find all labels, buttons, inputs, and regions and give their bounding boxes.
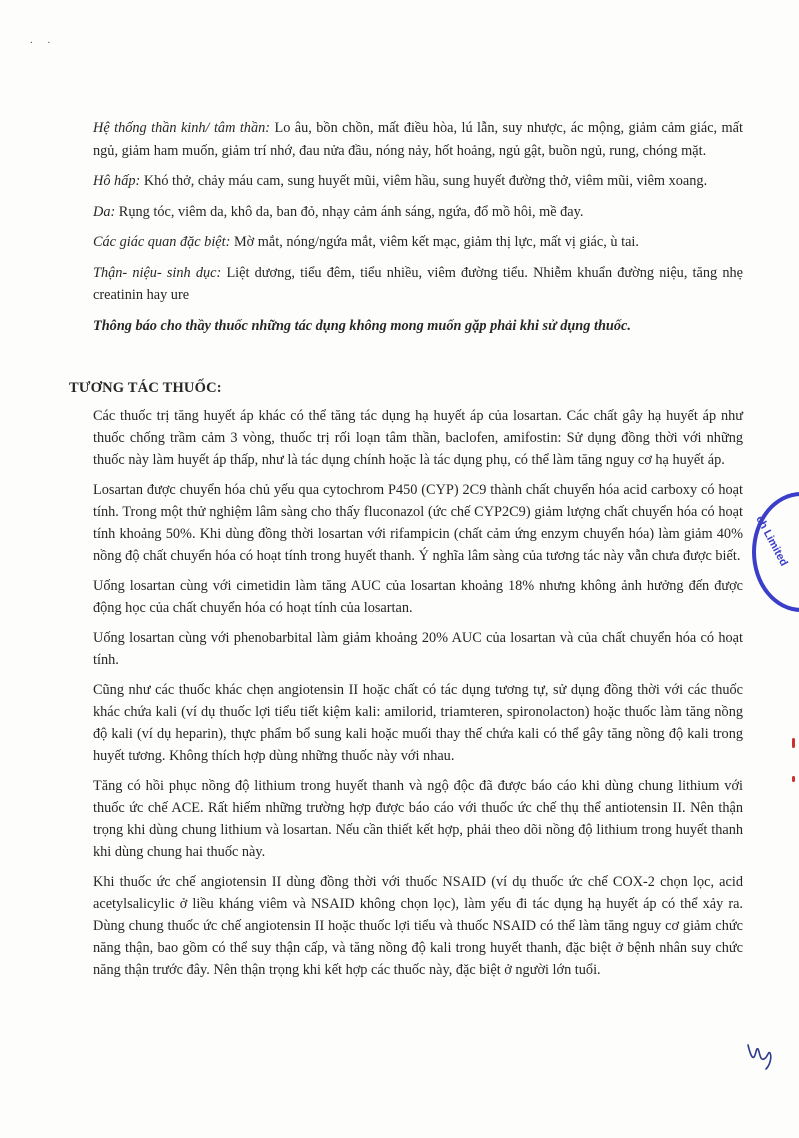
- adverse-label: Hô hấp:: [93, 173, 141, 189]
- adverse-item-nervous: [93, 117, 743, 162]
- adverse-label: Hệ thống thần kinh/ tâm thần:: [93, 120, 271, 136]
- interaction-paragraph: Khi thuốc ức chế angiotensin II dùng đồng thời với thuốc NSAID (ví dụ thuốc ức chế COX-2 chọn lọc, acid acetylsalicylic ở liều kháng viêm và NSAID không chọn lọc), làm yếu đi tác dụng hạ huyết áp có thể xảy ra. Dùng chung thuốc ức chế angiotensin II hoặc thuốc lợi tiểu và thuốc NSAID có thể làm tăng nguy cơ giảm chức năng thận, bao gồm có thể suy thận cấp, và tăng nồng độ kali trong huyết thanh, đặc biệt ở bệnh nhân suy chức năng thận trước đây. Nên thận trọng khi kết hợp các thuốc này, đặc biệt ở người lớn tuổi.: [93, 874, 743, 978]
- adverse-item-senses: [93, 231, 743, 254]
- ink-mark: [792, 738, 795, 748]
- interaction-paragraph: Tăng có hồi phục nồng độ lithium trong huyết thanh và ngộ độc đã được báo cáo khi dùng chung lithium với thuốc ức chế ACE. Rất hiếm những trường hợp được báo cáo với thuốc ức chế thụ thể antiotensin II. Nên thận trọng khi dùng chung lithium và losartan. Nếu cần thiết kết hợp, phải theo dõi nồng độ lithium trong huyết thanh khi dùng chung hai thuốc này.: [93, 778, 743, 860]
- interactions-section: [93, 405, 743, 981]
- adverse-item-skin: [93, 201, 743, 224]
- interaction-paragraph: Losartan được chuyển hóa chủ yếu qua cytochrom P450 (CYP) 2C9 thành chất chuyển hóa acid carboxy có hoạt tính. Trong một thử nghiệm lâm sàng cho thấy fluconazol (ức chế CYP2C9) giảm lượng chất chuyển hóa có hoạt tính khoảng 50%. Khi dùng đồng thời losartan với rifampicin (chất cảm ứng enzym chuyển hóa) làm giảm 40% nồng độ chất chuyển hóa có hoạt tính trong huyết thanh. Ý nghĩa lâm sàng của tương tác này vẫn chưa được biết.: [93, 482, 743, 564]
- company-stamp: [752, 492, 799, 612]
- adverse-text: Liệt dương, tiểu đêm, tiểu nhiều, viêm đường tiểu. Nhiễm khuẩn đường niệu, tăng nhẹ creatinin hay ure: [93, 264, 743, 303]
- interactions-heading: TƯƠNG TÁC THUỐC:: [69, 380, 222, 396]
- adverse-label: Các giác quan đặc biệt:: [93, 234, 231, 250]
- adverse-item-respiratory: [93, 170, 743, 193]
- adverse-text: Rụng tóc, viêm da, khô da, ban đỏ, nhạy cảm ánh sáng, ngứa, đổ mồ hôi, mề đay.: [115, 203, 584, 220]
- adverse-label: Da:: [93, 203, 116, 220]
- interaction-paragraph: Uống losartan cùng với phenobarbital làm giảm khoảng 20% AUC của losartan và của chất chuyển hóa có hoạt tính.: [93, 630, 743, 668]
- adverse-text: Khó thở, chảy máu cam, sung huyết mũi, viêm hầu, sung huyết đường thở, viêm mũi, viêm xoang.: [140, 173, 708, 189]
- adverse-effects-section: [93, 117, 743, 337]
- signature-initials: [742, 1033, 782, 1073]
- stamp-text: ch Limited: [753, 514, 790, 569]
- ink-mark: [792, 776, 795, 782]
- adverse-text: Lo âu, bồn chồn, mất điều hòa, lú lẫn, suy nhược, ác mộng, giảm cảm giác, mất ngủ, giảm ham muốn, giảm trí nhớ, đau nửa đầu, nóng nảy, hốt hoảng, ngủ gật, buồn ngủ, rung, chóng mặt.: [93, 120, 743, 159]
- interaction-paragraph: Các thuốc trị tăng huyết áp khác có thể tăng tác dụng hạ huyết áp của losartan. Các chất gây hạ huyết áp như thuốc chống trầm cảm 3 vòng, thuốc trị rối loạn tâm thần, baclofen, amifostin: Sử dụng đồng thời với những thuốc này làm huyết áp thấp, như là tác dụng chính hoặc là tác dụng phụ, có thể làm tăng nguy cơ hạ huyết áp.: [93, 408, 743, 468]
- interaction-paragraph: Uống losartan cùng với cimetidin làm tăng AUC của losartan khoảng 18% nhưng không ảnh hưởng đến được động học của chất chuyển hóa có hoạt tính của losartan.: [93, 578, 743, 616]
- physician-notice: Thông báo cho thầy thuốc những tác dụng không mong muốn gặp phải khi sử dụng thuốc.: [93, 317, 631, 334]
- adverse-item-renal: [93, 262, 743, 307]
- adverse-text: Mờ mắt, nóng/ngứa mắt, viêm kết mạc, giảm thị lực, mất vị giác, ù tai.: [230, 234, 639, 250]
- interaction-paragraph: Cũng như các thuốc khác chẹn angiotensin II hoặc chất có tác dụng tương tự, sử dụng đồng thời với các thuốc khác chứa kali (ví dụ thuốc lợi tiểu tiết kiệm kali: amilorid, triamteren, spironolacton) hoặc thuốc làm tăng nồng độ kali (ví dụ heparin), thực phẩm bổ sung kali hoặc muối thay thế chứa kali có thể gây tăng nồng độ kali trong huyết tương. Không thích hợp dùng những thuốc này với nhau.: [93, 682, 743, 764]
- adverse-label: Thận- niệu- sinh dục:: [93, 264, 222, 281]
- scan-corner-marks: . .: [30, 34, 57, 46]
